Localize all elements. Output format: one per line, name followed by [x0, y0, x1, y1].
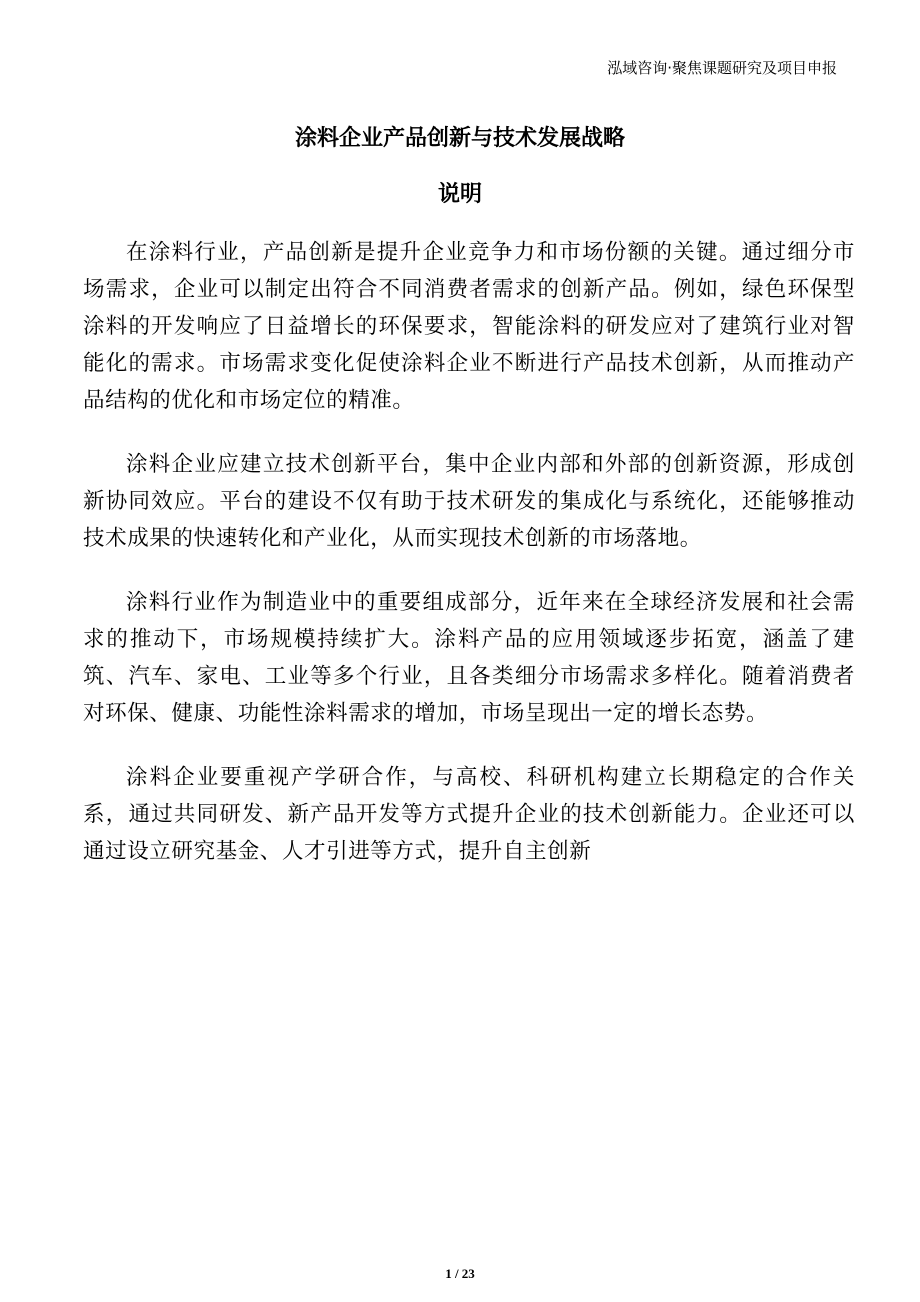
paragraph: 涂料企业应建立技术创新平台，集中企业内部和外部的创新资源，形成创新协同效应。平台的建设不仅有助于技术研发的集成化与系统化，还能够推动技术成果的快速转化和产业化，从而实现技术创新的市场落地。 [83, 452, 855, 551]
body-text [83, 234, 855, 897]
paragraph: 涂料企业要重视产学研合作，与高校、科研机构建立长期稳定的合作关系，通过共同研发、新产品开发等方式提升企业的技术创新能力。企业还可以通过设立研究基金、人才引进等方式，提升自主创新 [83, 765, 855, 864]
paragraph: 涂料行业作为制造业中的重要组成部分，近年来在全球经济发展和社会需求的推动下，市场规模持续扩大。涂料产品的应用领域逐步拓宽，涵盖了建筑、汽车、家电、工业等多个行业，且各类细分市场需求多样化。随着消费者对环保、健康、功能性涂料需求的增加，市场呈现出一定的增长态势。 [83, 590, 855, 726]
header-note: 泓域咨询·聚焦课题研究及项目申报 [607, 59, 837, 77]
page-number: 1 / 23 [445, 1266, 475, 1281]
section-heading: 说明 [437, 182, 482, 207]
document-title: 涂料企业产品创新与技术发展战略 [294, 126, 625, 151]
paragraph: 在涂料行业，产品创新是提升企业竞争力和市场份额的关键。通过细分市场需求，企业可以制定出符合不同消费者需求的创新产品。例如，绿色环保型涂料的开发响应了日益增长的环保要求，智能涂料的研发应对了建筑行业对智能化的需求。市场需求变化促使涂料企业不断进行产品技术创新，从而推动产品结构的优化和市场定位的精准。 [83, 240, 855, 413]
